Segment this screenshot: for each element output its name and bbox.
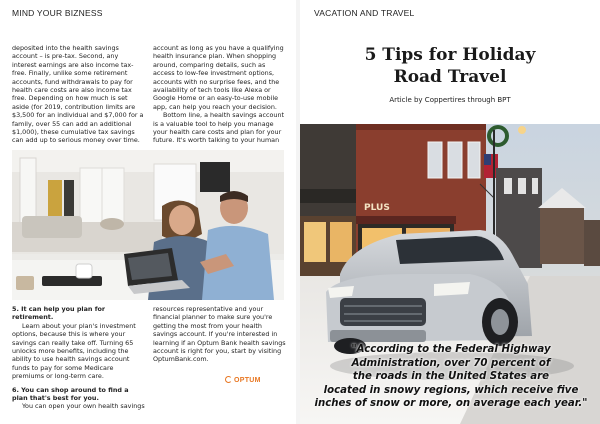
pull-quote-line: Administration, over 70 percent of [351, 357, 551, 369]
paragraph: deposited into the health savings account – is pre-tax. Second, any interest earnings are also income tax-free. Finally, unlike some retirement accounts, fund withdrawals to pay for health care costs are also income tax free. Depending on how much is set aside (for 2019, contribution limits are $3,500 for an individual and $7,000 for a family, over 55 can add an additional $1,000), these cumulative tax savings can add up to serious money over time. [12, 44, 144, 145]
couple-at-laptop-photo [12, 150, 284, 300]
pull-quote [310, 343, 592, 411]
column-left-top [12, 44, 144, 145]
article-title-line: 5 Tips for Holiday [364, 45, 536, 65]
section-heading: MIND YOUR BIZNESS [12, 8, 103, 18]
optum-logo-text: OPTUM [234, 377, 261, 384]
paragraph: resources representative and your financial planner to make sure you're getting the most from your health savings account. If you're interested in learning if an Optum Bank health savings account is right for you, start by visiting OptumBank.com. [153, 305, 286, 364]
article-title [300, 44, 600, 88]
optum-logo [225, 376, 261, 384]
column-right-top [153, 44, 286, 145]
paragraph: Learn about your plan's investment options, because this is where your savings can really take off. Turning 65 unlocks more benefits, including the ability to use health savings account funds to pay for some Medicare premiums or long-term care. [12, 321, 136, 381]
pull-quote-line: the roads in the United States are [352, 371, 550, 383]
pull-quote-line: "According to the Federal Highway [351, 344, 551, 355]
right-page [300, 0, 600, 424]
pull-quote-line: located in snowy regions, which receive five [323, 384, 579, 396]
storefront-sign: PLUS [364, 203, 390, 213]
paragraph: Bottom line, a health savings account is a valuable tool to help you manage your health care costs and plan for your future. It's worth talking to your human [153, 111, 285, 145]
article-title-line: Road Travel [393, 67, 507, 87]
paragraph: You can open your own health savings [22, 402, 145, 411]
article-byline: Article by Coppertires through BPT [389, 96, 511, 104]
photo-illustration [12, 150, 284, 300]
column-left-bottom [12, 305, 146, 411]
optum-logo-icon [225, 376, 232, 383]
paragraph: account as long as you have a qualifying health insurance plan. When shopping around, comparing details, such as access to low-fee investment options, accounts with no surprise fees, and the availability of tech tools like Alexa or Google Home or an easy-to-use mobile app, can help you reach your decision. [153, 44, 284, 111]
left-page [0, 0, 296, 424]
section-heading: VACATION AND TRAVEL [314, 8, 415, 18]
tip-heading: 5. It can help you plan for retirement. [12, 305, 106, 322]
pull-quote-line: inches of snow or more, on average each year." [314, 398, 588, 410]
column-right-bottom [153, 305, 286, 364]
tip-heading: 6. You can shop around to find a plan that's best for you. [12, 385, 129, 403]
